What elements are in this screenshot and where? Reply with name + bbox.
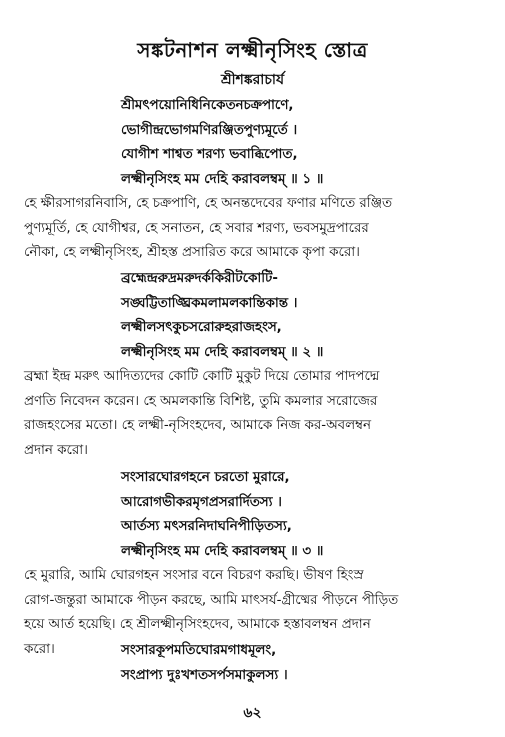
translation-line: হে ক্ষীরসাগরনিবাসি, হে চক্রপাণি, হে অনন্তদেবের ফণার মণিতে রঞ্জিত <box>24 196 393 211</box>
verse-line: শ্রীমৎপয়োনিধিনিকেতনচক্রপাণে, <box>121 98 294 113</box>
verse-line: সংসারকূপমতিঘোরমগাধমূলং, <box>121 643 277 658</box>
translation-line: ব্রহ্মা ইন্দ্র মরুৎ আদিত্যদের কোটি কোটি মুকুট দিয়ে তোমার পাদপদ্মে <box>24 369 380 384</box>
verse-line: যোগীশ শাশ্বত শরণ্য ভবাব্ধিপোত, <box>121 147 298 162</box>
verse-3 <box>121 466 323 564</box>
page-number: ৬২ <box>243 705 262 721</box>
translation-1 <box>24 192 486 266</box>
verse-2 <box>121 267 323 365</box>
verse-line: ব্রহ্মেন্দ্ররুদ্রমরুদর্ককিরীটকোটি- <box>121 271 278 286</box>
translation-2 <box>24 365 486 463</box>
verse-line: সংসারঘোরগহনে চরতো মুরারে, <box>121 470 290 485</box>
verse-line: আরোগভীকরমৃগপ্রসরার্দিতস্য । <box>121 494 282 510</box>
verse-line: সঙ্ঘট্টিতাঙ্ঘ্রিকমলামলকান্তিকান্ত । <box>121 295 298 311</box>
translation-line: পুণ্যমূর্তি, হে যোগীশ্বর, হে সনাতন, হে সবার শরণ্য, ভবসমুদ্রপারের <box>24 220 369 236</box>
verse-line: সংপ্রাপ্য দুঃখশতসর্পসমাকুলস্য । <box>121 667 288 683</box>
translation-line: রাজহংসের মতো। হে লক্ষ্মী-নৃসিংহদেব, আমাকে নিজ কর-অবলম্বন <box>24 418 371 433</box>
verse-line: লক্ষ্মীনৃসিংহ মম দেহি করাবলম্বম্ ॥ ২ ॥ <box>121 344 324 360</box>
page-title: সঙ্কটনাশন লক্ষ্মীনৃসিংহ স্তোত্র <box>137 38 368 62</box>
translation-line: প্রণতি নিবেদন করেন। হে অমলকান্তি বিশিষ্ট, তুমি কমলার সরোজের <box>24 393 378 409</box>
translation-line: রোগ-জন্তুরা আমাকে পীড়ন করছে, আমি মাৎসর্য-গ্রীষ্মের পীড়নে পীড়িত <box>24 592 399 608</box>
verse-line: ভোগীন্দ্রভোগমণিরঞ্জিতপুণ্যমূর্তে । <box>121 122 298 138</box>
author-name: শ্রীশঙ্করাচার্য <box>220 72 285 88</box>
verse-line: লক্ষ্মীনৃসিংহ মম দেহি করাবলম্বম্ ॥ ১ ॥ <box>121 171 324 187</box>
verse-line: আর্তস্য মৎসরনিদাঘনিপীড়িতস্য, <box>121 519 292 534</box>
verse-line: লক্ষ্মীলসৎকুচসরোরুহরাজহংস, <box>121 320 282 335</box>
translation-line: করো। <box>24 641 55 657</box>
verse-line: লক্ষ্মীনৃসিংহ মম দেহি করাবলম্বম্ ॥ ৩ ॥ <box>121 543 324 559</box>
translation-line: হয়ে আর্ত হয়েছি। হে শ্রীলক্ষ্মীনৃসিংহদেব, আমাকে হস্তাবলম্বন প্রদান <box>24 617 371 632</box>
translation-line: নৌকা, হে লক্ষ্মীনৃসিংহ, শ্রীহস্ত প্রসারিত করে আমাকে কৃপা করো। <box>24 245 360 260</box>
verse-1 <box>121 94 323 192</box>
translation-line: হে মুরারি, আমি ঘোরগহন সংসার বনে বিচরণ করছি। ভীষণ হিংস্র <box>24 568 364 583</box>
translation-line: প্রদান করো। <box>24 442 88 458</box>
verse-4 <box>121 639 288 688</box>
